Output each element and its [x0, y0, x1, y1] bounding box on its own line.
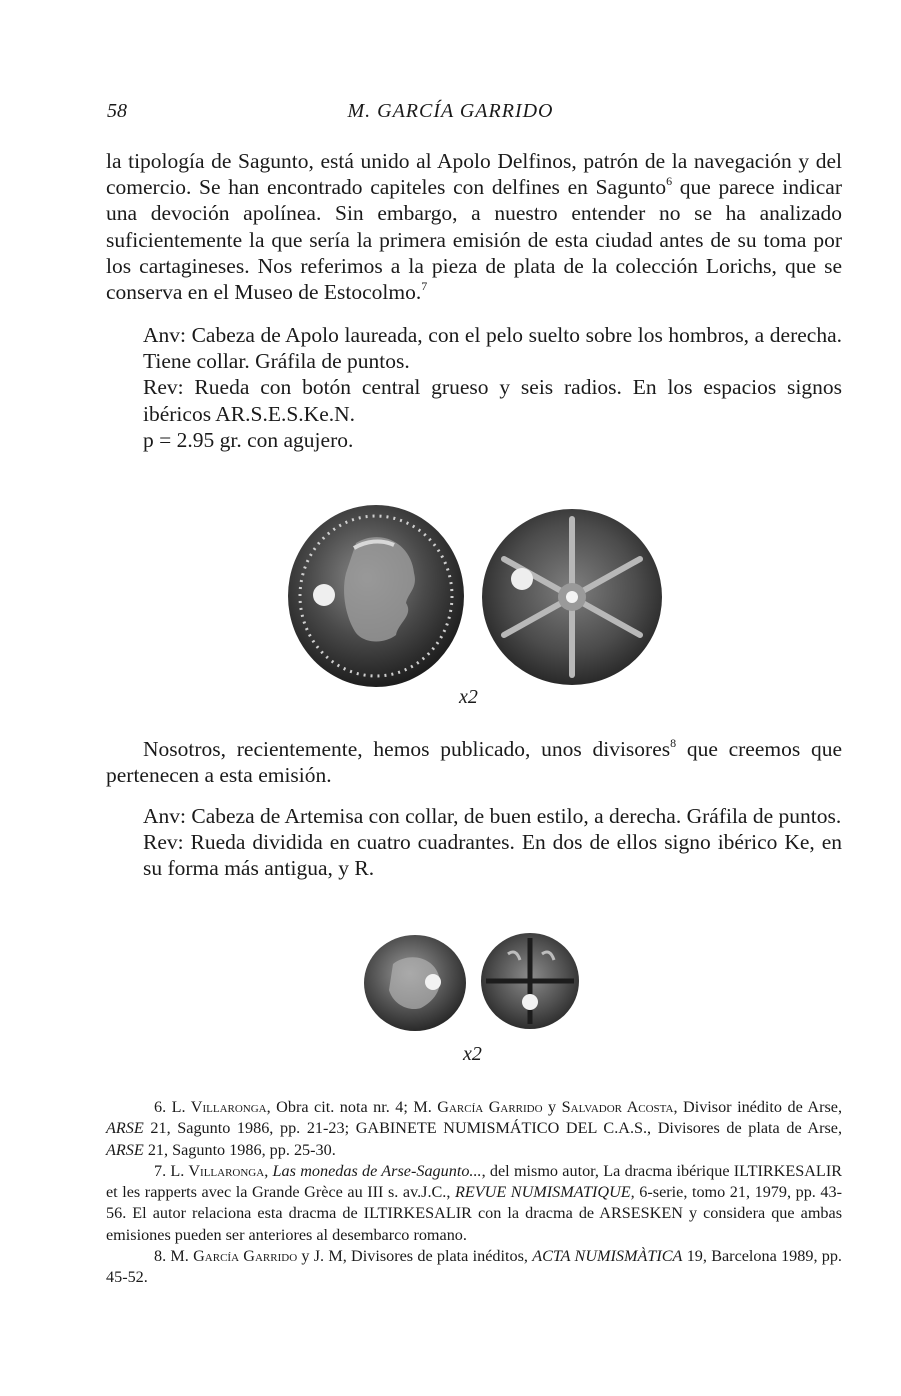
coin1-reverse: Rev: Rueda con botón central grueso y seis radios. En los espacios signos ibéricos AR.S.E.S.Ke.N.	[143, 375, 842, 426]
footnote-6	[106, 1097, 842, 1161]
coin1-obverse-image	[286, 503, 466, 689]
coin2-reverse: Rev: Rueda dividida en cuatro cuadrantes. En dos de ellos signo ibérico Ke, en su forma más antigua, y R.	[143, 830, 842, 881]
figure1-scale: x2	[459, 686, 478, 708]
footnote-7-text-2: , del mismo autor, La dracma ibérique ILTIRKESALIR et les rapperts avec la Grande Grèce au III s. av.J.C.,	[106, 1161, 843, 1202]
footnote-ref-7[interactable]: 7	[421, 279, 428, 294]
footnote-8-text-2: 19, Barcelona 1989, pp. 45-52.	[106, 1247, 842, 1287]
footnote-6-author-2: M. García Garrido	[413, 1098, 543, 1116]
footnote-7-text-1: ,	[264, 1161, 273, 1180]
footnote-8	[106, 1246, 842, 1289]
coin2-reverse-image	[480, 932, 580, 1030]
footnote-6-text-5: 21, Sagunto 1986, pp. 25-30.	[143, 1140, 336, 1159]
footnote-6-journal-2: ARSE	[106, 1140, 144, 1159]
footnote-6-author-1: L. Villaronga	[171, 1098, 267, 1116]
second-paragraph	[106, 736, 842, 788]
intro-text-1: la tipología de Sagunto, está unido al Apolo Delfinos, patrón de la navegación y del comercio. Se han encontrado capiteles con delfines en Sagunto	[106, 149, 842, 200]
second-text-2: que creemos que pertenecen a esta emisión.	[106, 737, 842, 788]
footnote-7-journal-1: REVUE NUMISMATIQUE,	[454, 1183, 635, 1202]
footnote-7-title-1: Las monedas de Arse-Sagunto...	[272, 1161, 482, 1180]
coin2-obverse-image	[363, 934, 467, 1032]
footnote-7-number: 7.	[154, 1161, 167, 1180]
coin2-description	[143, 803, 842, 882]
footnote-6-text-3: , Divisor inédito de Arse,	[673, 1098, 843, 1116]
coin1-weight: p = 2.95 gr. con agujero.	[143, 427, 354, 452]
footnotes	[106, 1097, 842, 1289]
coin1-anverse: Anv: Cabeza de Apolo laureada, con el pelo suelto sobre los hombros, a derecha. Tiene collar. Gráfila de puntos.	[143, 323, 842, 374]
footnote-8-journal-1: ACTA NUMISMÀTICA	[532, 1247, 683, 1266]
footnote-6-number: 6.	[154, 1098, 167, 1116]
footnote-8-text-1: y J. M, Divisores de plata inéditos,	[297, 1247, 533, 1266]
footnote-6-text-2: y	[542, 1098, 562, 1116]
footnote-8-author-1: M. García Garrido	[170, 1247, 298, 1266]
coin2-anverse: Anv: Cabeza de Artemisa con collar, de buen estilo, a derecha. Gráfila de puntos.	[143, 804, 842, 828]
figure2-scale: x2	[463, 1043, 482, 1065]
running-header-author: M. GARCÍA GARRIDO	[347, 100, 554, 122]
footnote-7-text-3: 6-serie, tomo 21, 1979, pp. 43-56. El autor relaciona esta dracma de ILTIRKESALIR con la dracma de ARSESKEN y considera que ambas emisiones pueden ser anteriores al desembarco romano.	[106, 1183, 842, 1244]
footnote-ref-8[interactable]: 8	[670, 736, 677, 750]
coin1-reverse-image	[480, 507, 664, 687]
footnote-7-author-1: L. Villaronga	[170, 1161, 265, 1180]
footnote-6-author-3: Salvador Acosta	[561, 1098, 674, 1116]
footnote-6-text-4: 21, Sagunto 1986, pp. 21-23; GABINETE NUMISMÁTICO DEL C.A.S., Divisores de plata de Arse,	[143, 1119, 842, 1138]
page-number: 58	[107, 100, 127, 122]
intro-paragraph	[106, 148, 842, 305]
coin1-description	[143, 322, 842, 453]
footnote-6-journal-1: ARSE	[106, 1119, 144, 1138]
footnote-8-number: 8.	[154, 1247, 167, 1266]
footnote-ref-6[interactable]: 6	[666, 174, 673, 189]
intro-text-2: que parece indicar una devoción apolínea. Sin embargo, a nuestro entender no se ha analizado suficientemente la que sería la primera emisión de esta ciudad antes de su toma por los cartagineses. Nos referimos a la pieza de plata de la colección Lorichs, que se conserva en el Museo de Estocolmo.	[106, 175, 842, 305]
footnote-7	[106, 1161, 842, 1246]
footnote-6-text-1: , Obra cit. nota nr. 4;	[266, 1098, 414, 1116]
second-text-1: Nosotros, recientemente, hemos publicado, unos divisores	[143, 737, 671, 761]
